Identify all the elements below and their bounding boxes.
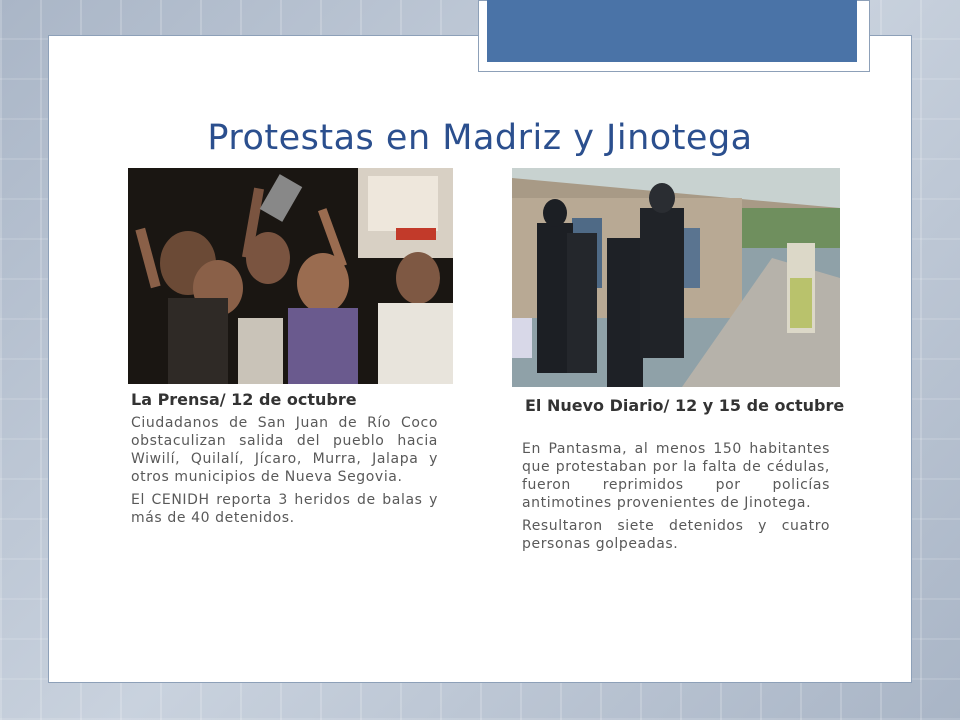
left-caption: La Prensa/ 12 de octubre xyxy=(131,390,357,409)
left-paragraph: Ciudadanos de San Juan de Río Coco obstaculizan salida del pueblo hacia Wiwilí, Quilalí, Jícaro, Murra, Jalapa y otros municipios de Nueva Segovia. xyxy=(131,415,438,485)
left-body xyxy=(131,414,438,532)
slide-title: Protestas en Madriz y Jinotega xyxy=(207,118,753,158)
right-body xyxy=(522,440,830,558)
right-caption: El Nuevo Diario/ 12 y 15 de octubre xyxy=(525,396,845,415)
right-paragraph: Resultaron siete detenidos y cuatro personas golpeadas. xyxy=(522,518,830,552)
header-tab-accent xyxy=(487,0,857,62)
police-street-photo xyxy=(512,168,840,387)
protest-crowd-photo xyxy=(128,168,453,384)
left-paragraph: El CENIDH reporta 3 heridos de balas y más de 40 detenidos. xyxy=(131,492,438,526)
right-paragraph: En Pantasma, al menos 150 habitantes que protestaban por la falta de cédulas, fueron reprimidos por policías antimotines provenientes de Jinotega. xyxy=(522,441,830,511)
